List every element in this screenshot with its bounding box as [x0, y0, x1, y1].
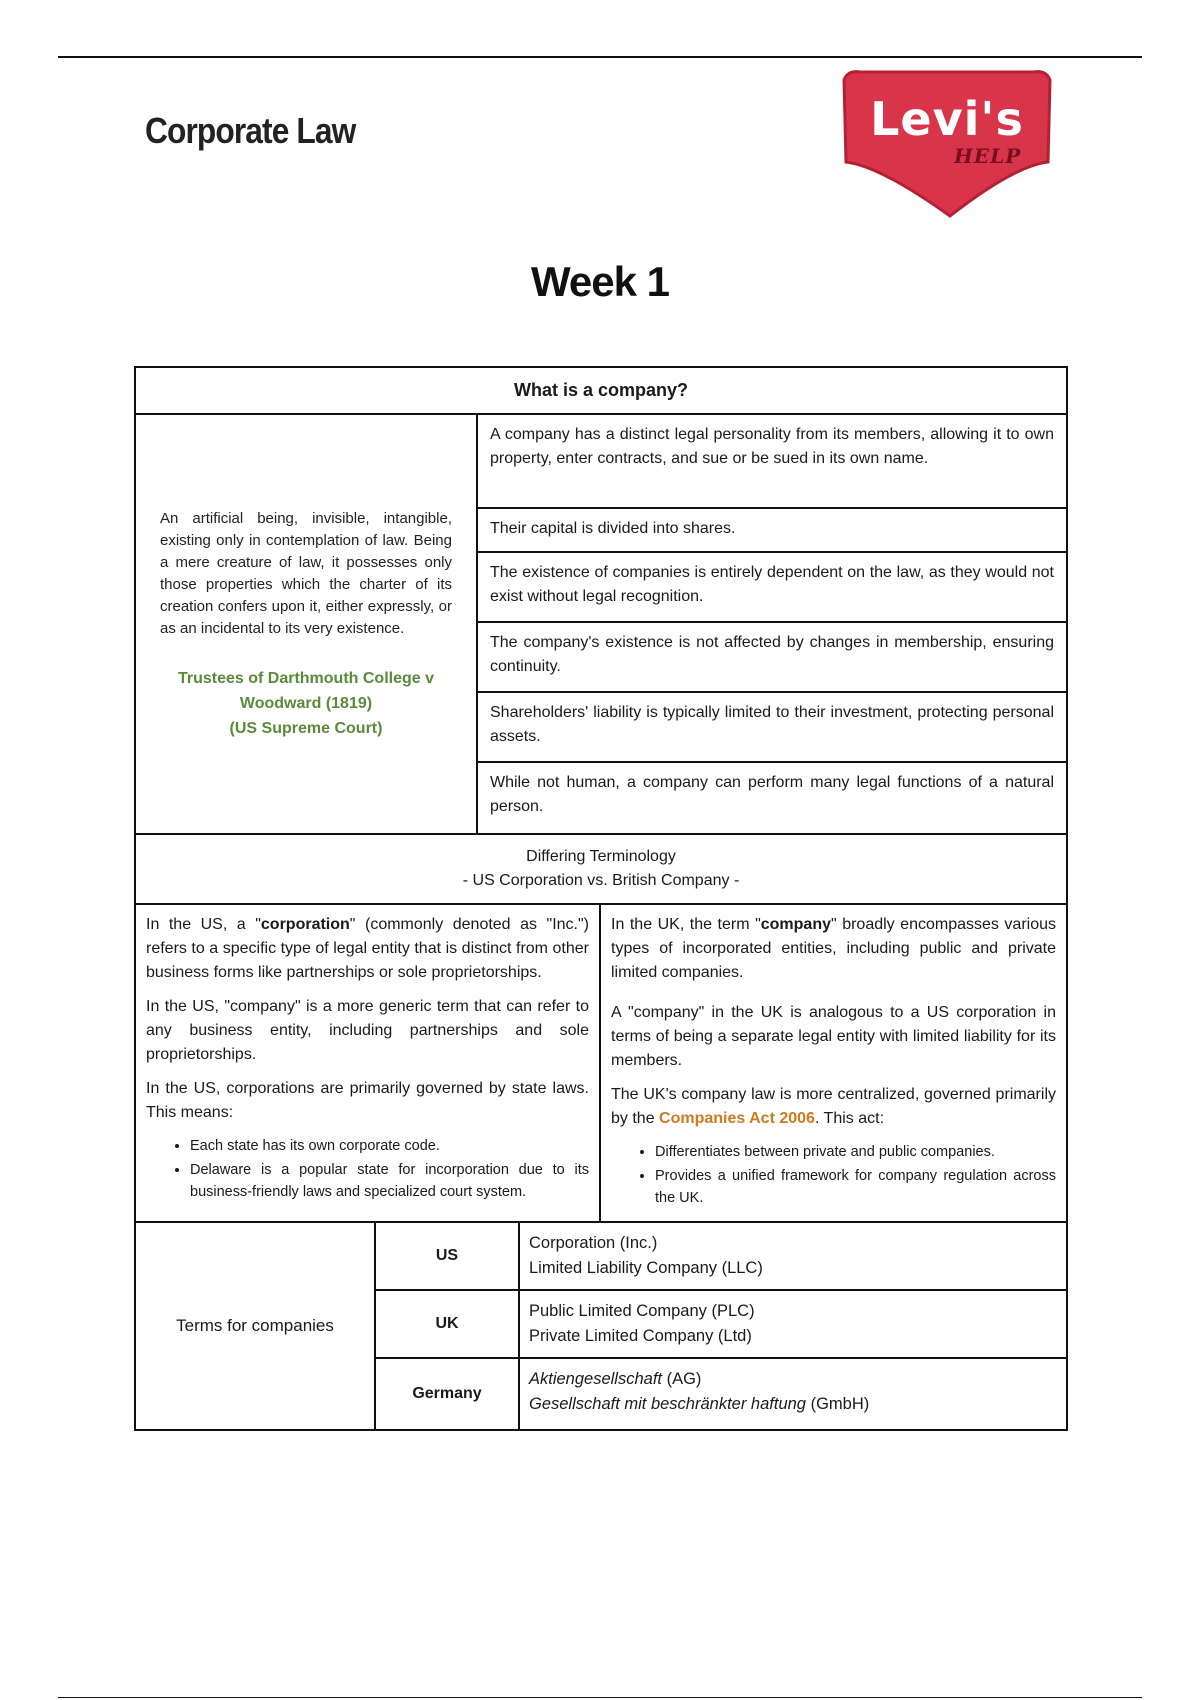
logo-text: Levi's [870, 92, 1024, 146]
terms-row-uk [376, 1291, 1066, 1359]
us-paragraph-1 [146, 913, 589, 985]
top-rule [58, 56, 1142, 58]
feature-item: While not human, a company can perform many legal functions of a natural person. [490, 774, 1054, 815]
week-title: Week 1 [531, 258, 669, 305]
feature-item: Their capital is divided into shares. [478, 509, 1066, 553]
case-name-line2: Woodward (1819) [239, 694, 373, 712]
country-label: US [376, 1223, 520, 1289]
feature-item: The existence of companies is entirely dependent on the law, as they would not exist without legal recognition. [478, 553, 1066, 623]
uk-bullet: • Provides a unified framework for company regulation across the UK. [655, 1165, 1056, 1209]
feature-item: Shareholders' liability is typically limited to their investment, protecting personal assets. [478, 693, 1066, 763]
case-citation [160, 666, 452, 741]
us-p1-term: corporation [260, 916, 350, 933]
definition-row [136, 415, 1066, 835]
company-type: Limited Liability Company (LLC) [529, 1259, 763, 1277]
terminology-heading-line2: - US Corporation vs. British Company - [462, 872, 740, 889]
definition-quote: An artificial being, invisible, intangible, existing only in contemplation of law. Being a mere creature of law, it possesses only those properties which the charter of its creation confers upon it, either expressly, or as an incidental to its very existence. [160, 509, 452, 637]
feature-item: A company has a distinct legal personality from its members, allowing it to own property, enter contracts, and sue or be sued in its own name. [478, 415, 1066, 509]
uk-p1-text: In the UK, the term " [611, 916, 761, 933]
us-bullet: • Delaware is a popular state for incorporation due to its business-friendly laws and specialized court system. [190, 1159, 589, 1203]
terms-for-companies-row [136, 1223, 1066, 1429]
uk-p1-text-end: " broadly encompasses various types of incorporated entities, including public and private limited companies. [611, 916, 1056, 981]
levis-help-logo [838, 70, 1056, 218]
us-bullet-list [146, 1135, 589, 1203]
terminology-comparison-row [136, 905, 1066, 1223]
uk-paragraph-1 [611, 913, 1056, 985]
company-types [520, 1291, 1066, 1357]
uk-p3-text-end: . This act: [814, 1110, 885, 1127]
company-type-name: Aktiengesellschaft [529, 1370, 662, 1388]
us-p1-text: In the US, a " [146, 916, 261, 933]
us-paragraph-3: In the US, corporations are primarily governed by state laws. This means: [146, 1080, 589, 1121]
us-bullet: • Each state has its own corporate code. [190, 1135, 589, 1157]
company-type: Corporation (Inc.) [529, 1234, 658, 1252]
terms-label: Terms for companies [136, 1223, 376, 1429]
company-types [520, 1223, 1066, 1289]
us-column [136, 905, 601, 1221]
notes-table [134, 366, 1068, 1431]
case-court: (US Supreme Court) [229, 719, 383, 737]
company-types [520, 1359, 1066, 1429]
company-type: Private Limited Company (Ltd) [529, 1327, 752, 1345]
country-label: UK [376, 1291, 520, 1357]
terms-table [376, 1223, 1066, 1429]
us-paragraph-2: In the US, "company" is a more generic term that can refer to any business entity, including partnerships and sole proprietorships. [146, 998, 589, 1063]
bottom-rule [58, 1697, 1142, 1698]
terms-row-germany [376, 1359, 1066, 1429]
terminology-heading-line1: Differing Terminology [526, 848, 676, 865]
definition-quote-cell [136, 415, 478, 833]
logo-subtext: HELP [954, 144, 1022, 168]
section-heading [136, 368, 1066, 415]
uk-paragraph-3 [611, 1083, 1056, 1131]
terminology-heading [136, 835, 1066, 905]
company-type [529, 1367, 1057, 1392]
uk-p1-term: company [760, 916, 831, 933]
company-type-name: Gesellschaft mit beschränkter haftung [529, 1395, 806, 1413]
section-heading-text: What is a company? [513, 380, 689, 400]
us-p1-text-end: " (commonly denoted as "Inc.") refers to a specific type of legal entity that is distinct from other business forms like partnerships or sole proprietorships. [146, 916, 589, 981]
company-type-abbr: (AG) [662, 1370, 702, 1388]
uk-bullet-list [611, 1141, 1056, 1209]
terms-row-us [376, 1223, 1066, 1291]
companies-act-link[interactable]: Companies Act 2006 [659, 1110, 815, 1127]
uk-paragraph-2: A "company" in the UK is analogous to a US corporation in terms of being a separate legal entity with limited liability for its members. [611, 1004, 1056, 1069]
course-title: Corporate Law [145, 110, 356, 151]
uk-bullet: • Differentiates between private and public companies. [655, 1141, 1056, 1163]
company-features-list [478, 415, 1066, 833]
uk-column [601, 905, 1066, 1221]
company-type-abbr: (GmbH) [805, 1395, 870, 1413]
case-name-line1: Trustees of Darthmouth College v [177, 669, 435, 687]
uk-p3-text: The UK's company law is more centralized, governed primarily by the [611, 1086, 1056, 1127]
feature-item: The company's existence is not affected by changes in membership, ensuring continuity. [478, 623, 1066, 693]
company-type [529, 1392, 1057, 1417]
country-label: Germany [376, 1359, 520, 1429]
company-type: Public Limited Company (PLC) [529, 1302, 755, 1320]
